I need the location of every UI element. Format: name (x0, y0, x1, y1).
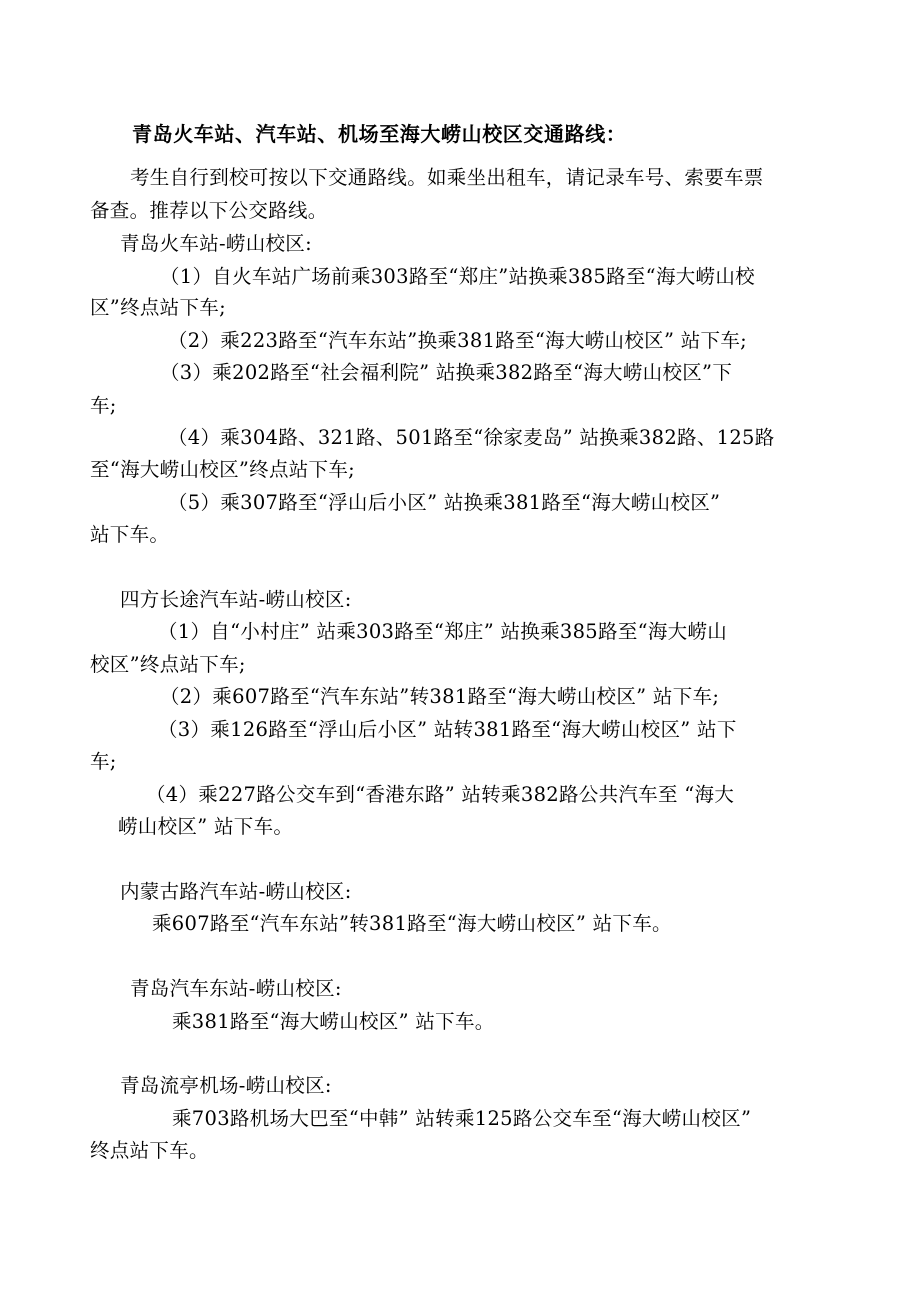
route-line: （2）乘223路至“汽车东站”换乘381路至“海大崂山校区” 站下车; (168, 329, 747, 352)
route-line: 校区”终点站下车; (90, 653, 246, 676)
route-line: 乘381路至“海大崂山校区” 站下车。 (172, 1010, 495, 1033)
route-line: 车; (90, 750, 117, 773)
route-line: （5）乘307路至“浮山后小区” 站换乘381路至“海大崂山校区” (168, 491, 721, 514)
route-line: （1）自火车站广场前乘303路至“郑庄”站换乘385路至“海大崂山校 (160, 265, 755, 288)
section-heading-train-station: 青岛火车站-崂山校区: (120, 232, 312, 255)
route-line: （2）乘607路至“汽车东站”转381路至“海大崂山校区” 站下车; (160, 685, 720, 708)
route-line: 乘607路至“汽车东站”转381路至“海大崂山校区” 站下车。 (152, 912, 672, 935)
route-line: 乘703路机场大巴至“中韩” 站转乘125路公交车至“海大崂山校区” (172, 1107, 752, 1130)
route-line: 区”终点站下车; (90, 296, 226, 319)
section-heading-airport: 青岛流亭机场-崂山校区: (120, 1074, 332, 1097)
intro-line-1: 考生自行到校可按以下交通路线。如乘坐出租车，请记录车号、索要车票 (130, 166, 764, 189)
route-line: （4）乘304路、321路、501路至“徐家麦岛” 站换乘382路、125路 (168, 426, 775, 449)
page-title: 青岛火车站、汽车站、机场至海大崂山校区交通路线： (132, 122, 627, 146)
section-heading-east-station: 青岛汽车东站-崂山校区: (130, 977, 342, 1000)
route-line: （3）乘202路至“社会福利院” 站换乘382路至“海大崂山校区”下 (160, 361, 733, 384)
section-heading-sifang-station: 四方长途汽车站-崂山校区: (120, 588, 352, 611)
route-line: 车; (90, 394, 117, 417)
route-line: 站下车。 (90, 523, 170, 546)
section-heading-neimenggu-station: 内蒙古路汽车站-崂山校区: (120, 880, 352, 903)
route-line: 终点站下车。 (90, 1139, 209, 1162)
route-line: （3）乘126路至“浮山后小区” 站转381路至“海大崂山校区” 站下 (158, 718, 737, 741)
route-line: 崂山校区” 站下车。 (118, 815, 294, 838)
route-line: （4）乘227路公交车到“香港东路” 站转乘382路公共汽车至 “海大 (146, 783, 735, 806)
intro-line-2: 备查。推荐以下公交路线。 (90, 199, 328, 222)
route-line: （1）自“小村庄” 站乘303路至“郑庄” 站换乘385路至“海大崂山 (158, 620, 728, 643)
route-line: 至“海大崂山校区”终点站下车; (90, 458, 356, 481)
